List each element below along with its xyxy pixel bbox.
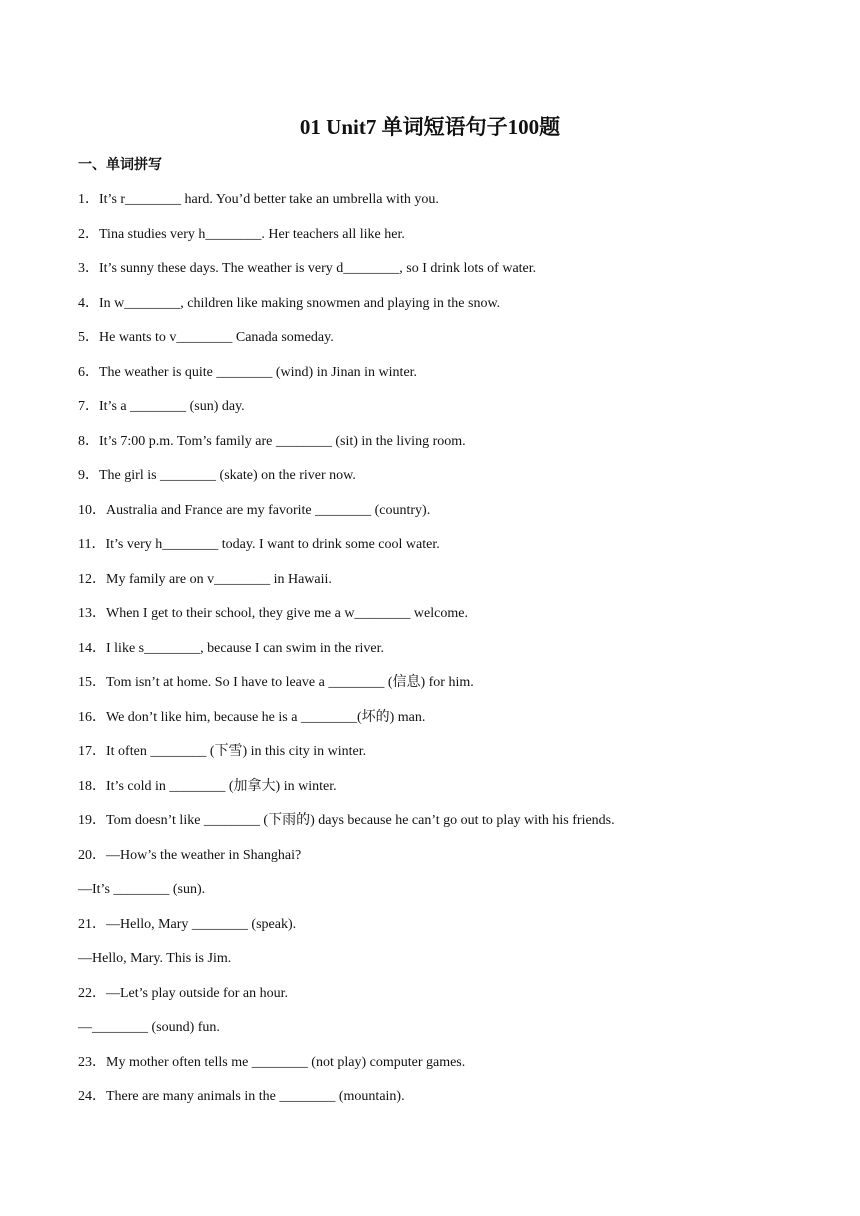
- question-line: 3．It’s sunny these days. The weather is very d________, so I drink lots of water.: [78, 261, 537, 276]
- question-list: [78, 189, 798, 1121]
- question-line: 24．There are many animals in the ________ (mountain).: [78, 1089, 405, 1104]
- question-line: 18．It’s cold in ________ (加拿大) in winter.: [78, 778, 337, 794]
- question-line: 8．It’s 7:00 p.m. Tom’s family are ________ (sit) in the living room.: [78, 433, 466, 449]
- question-line: 17．It often ________ (下雪) in this city in winter.: [78, 744, 367, 759]
- question-line: 23．My mother often tells me ________ (not play) computer games.: [78, 1054, 466, 1070]
- question-line: 9．The girl is ________ (skate) on the river now.: [78, 468, 356, 483]
- question-line: 10．Australia and France are my favorite ________ (country).: [78, 502, 431, 518]
- question-line: 12．My family are on v________ in Hawaii.: [78, 571, 332, 587]
- question-line: —________ (sound) fun.: [78, 1020, 220, 1035]
- question-line: 19．Tom doesn’t like ________ (下雨的) days because he can’t go out to play with his friends.: [78, 813, 615, 828]
- section-heading: 一、单词拼写: [78, 157, 162, 173]
- question-line: 7．It’s a ________ (sun) day.: [78, 399, 245, 414]
- question-line: 5．He wants to v________ Canada someday.: [78, 330, 334, 345]
- question-line: 14．I like s________, because I can swim in the river.: [78, 640, 384, 656]
- question-line: 20．—How’s the weather in Shanghai?: [78, 847, 302, 863]
- question-line: 4．In w________, children like making snowmen and playing in the snow.: [78, 295, 501, 311]
- question-line: 16．We don’t like him, because he is a ________(坏的) man.: [78, 709, 426, 725]
- question-line: 21．—Hello, Mary ________ (speak).: [78, 916, 297, 932]
- question-line: 15．Tom isn’t at home. So I have to leave a ________ (信息) for him.: [78, 675, 474, 690]
- question-line: 2．Tina studies very h________. Her teachers all like her.: [78, 226, 405, 242]
- question-line: 22．—Let’s play outside for an hour.: [78, 985, 288, 1001]
- question-line: —Hello, Mary. This is Jim.: [78, 951, 232, 966]
- page-title: 01 Unit7 单词短语句子100题: [299, 115, 561, 139]
- question-line: 6．The weather is quite ________ (wind) in Jinan in winter.: [78, 364, 418, 380]
- question-line: 13．When I get to their school, they give me a w________ welcome.: [78, 606, 468, 621]
- question-line: 11．It’s very h________ today. I want to drink some cool water.: [78, 537, 440, 552]
- question-line: 1．It’s r________ hard. You’d better take an umbrella with you.: [78, 192, 439, 207]
- question-line: —It’s ________ (sun).: [78, 882, 206, 897]
